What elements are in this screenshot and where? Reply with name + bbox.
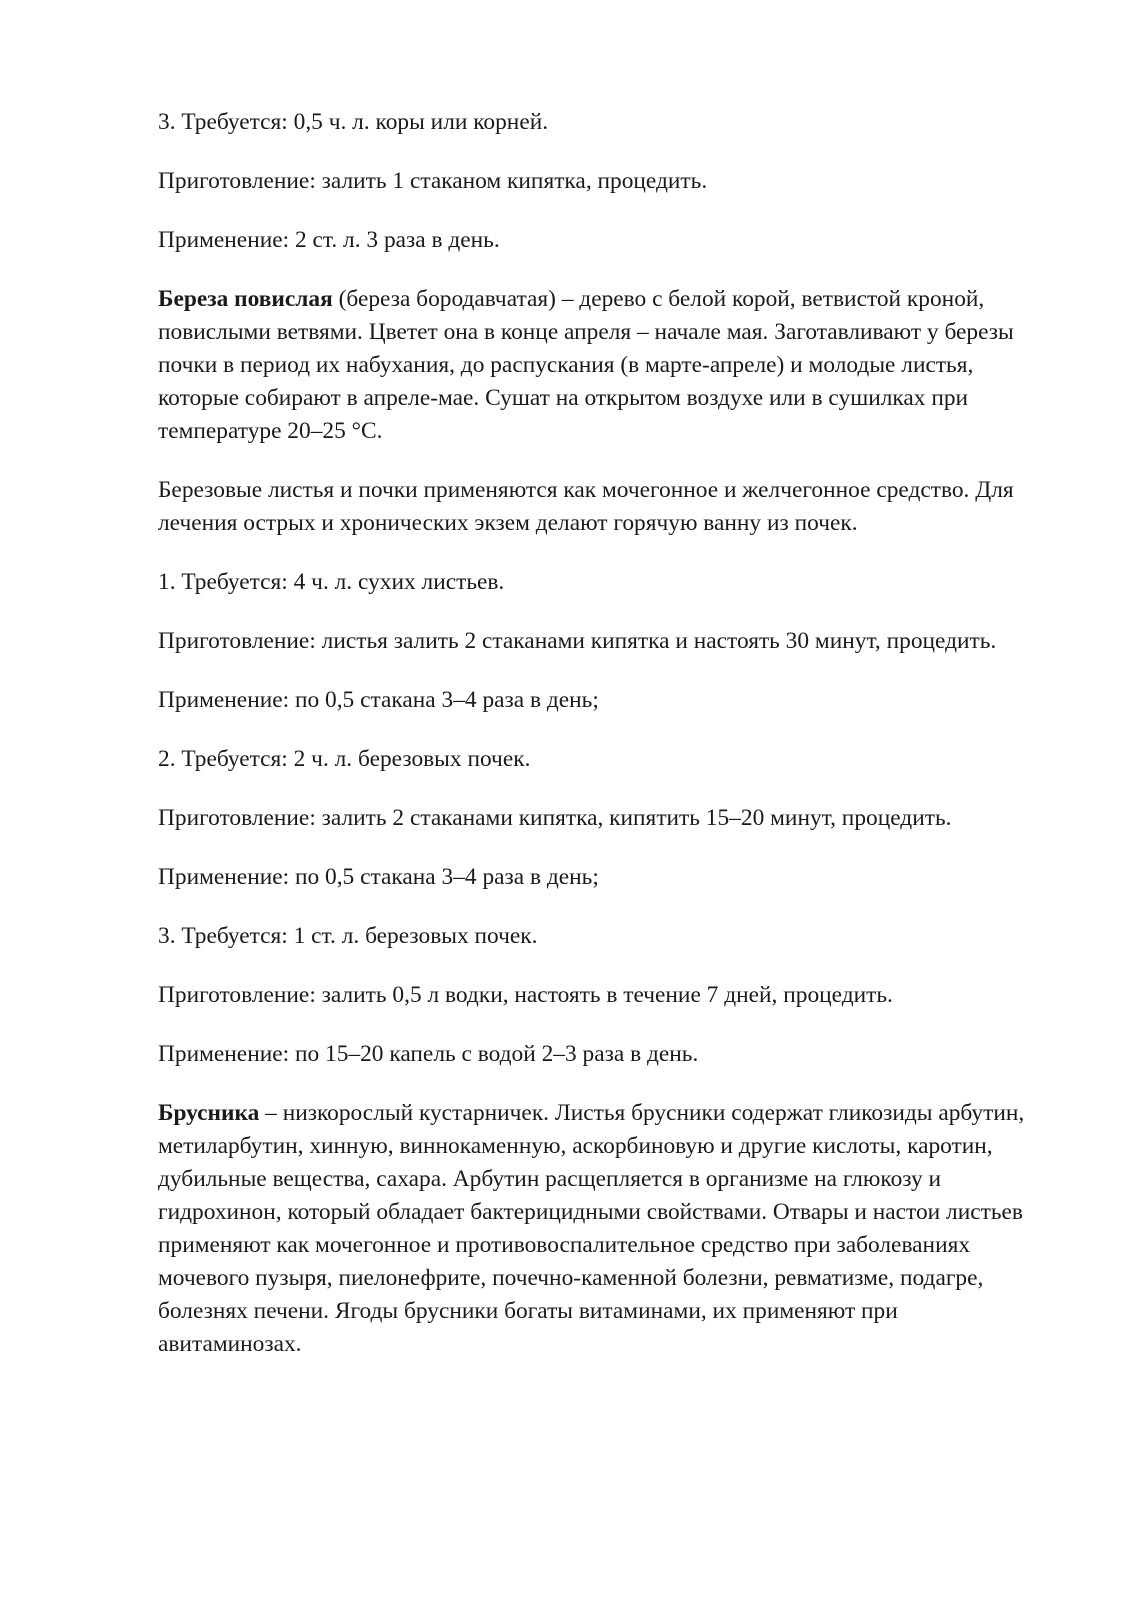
paragraph-birch-preparation-1: Приготовление: листья залить 2 стаканами кипятка и настоять 30 минут, процедить.: [158, 628, 997, 654]
paragraph-lingonberry-description: [158, 1097, 1038, 1361]
paragraph-birch-preparation-2: Приготовление: залить 2 стаканами кипятка, кипятить 15–20 минут, процедить.: [158, 805, 952, 831]
paragraph-birch-requirement-1: 1. Требуется: 4 ч. л. сухих листьев.: [158, 569, 505, 595]
paragraph-application: Применение: 2 ст. л. 3 раза в день.: [158, 227, 500, 253]
paragraph-birch-application-2: Применение: по 0,5 стакана 3–4 раза в день;: [158, 864, 599, 890]
birch-description-text: (береза бородавчатая) – дерево с белой корой, ветвистой кроной, повислыми ветвями. Цветет она в конце апреля – начале мая. Заготавливают у березы почки в период их набухания, до распускания (в марте-апреле) и молодые листья, которые собирают в апреле-мае. Сушат на открытом воздухе или в сушилках при температуре 20–25 °С.: [158, 286, 1014, 444]
lingonberry-title: Брусника: [158, 1100, 260, 1126]
paragraph-requirement-3: 3. Требуется: 0,5 ч. л. коры или корней.: [158, 109, 549, 135]
document-page: [158, 106, 1038, 1387]
birch-title: Береза повислая: [158, 286, 333, 312]
paragraph-birch-requirement-2: 2. Требуется: 2 ч. л. березовых почек.: [158, 746, 531, 772]
paragraph-birch-preparation-3: Приготовление: залить 0,5 л водки, настоять в течение 7 дней, процедить.: [158, 982, 893, 1008]
paragraph-birch-usage: Березовые листья и почки применяются как мочегонное и желчегонное средство. Для лечения острых и хронических экзем делают горячую ванну из почек.: [158, 477, 1014, 536]
paragraph-birch-application-3: Применение: по 15–20 капель с водой 2–3 раза в день.: [158, 1041, 699, 1067]
paragraph-birch-application-1: Применение: по 0,5 стакана 3–4 раза в день;: [158, 687, 599, 713]
paragraph-birch-requirement-3: 3. Требуется: 1 ст. л. березовых почек.: [158, 923, 538, 949]
lingonberry-description-text: – низкорослый кустарничек. Листья брусники содержат гликозиды арбутин, метиларбутин, хинную, виннокаменную, аскорбиновую и другие кислоты, каротин, дубильные вещества, сахара. Арбутин расщепляется в организме на глюкозу и гидрохинон, который обладает бактерицидными свойствами. Отвары и настои листьев применяют как мочегонное и противовоспалительное средство при заболеваниях мочевого пузыря, пиелонефрите, почечно-каменной болезни, ревматизме, подагре, болезнях печени. Ягоды брусники богаты витаминами, их применяют при авитаминозах.: [158, 1100, 1025, 1357]
paragraph-preparation: Приготовление: залить 1 стаканом кипятка, процедить.: [158, 168, 708, 194]
paragraph-birch-description: [158, 283, 1038, 448]
